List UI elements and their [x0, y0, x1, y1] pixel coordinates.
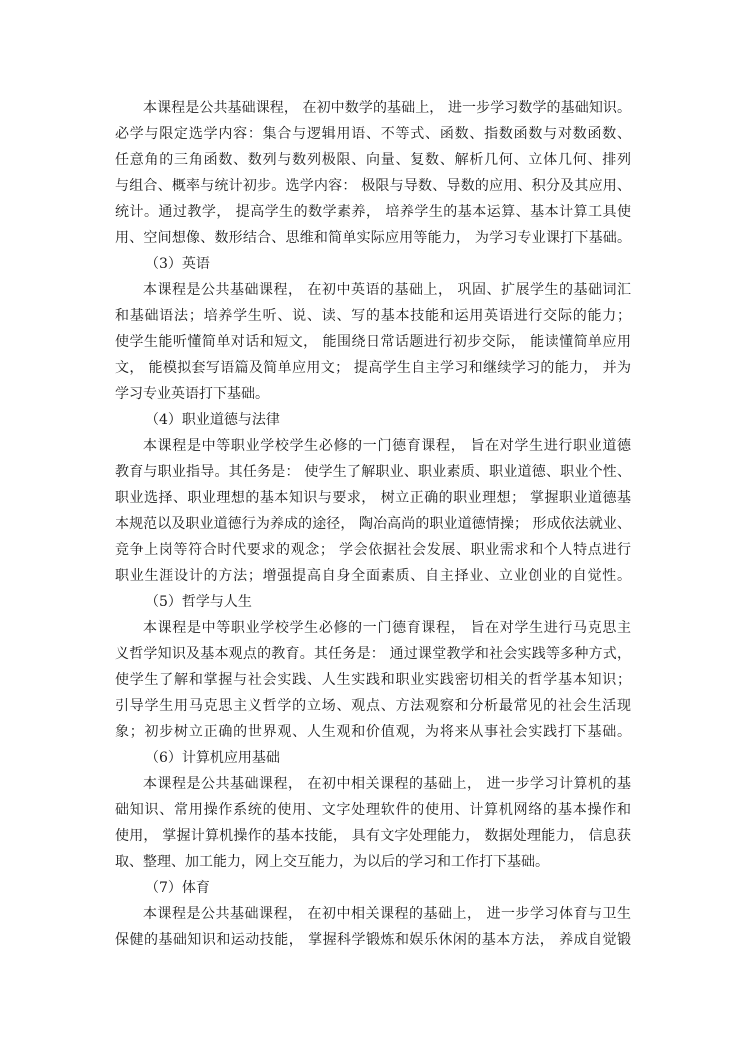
- paragraph-line: 用、空间想像、数形结合、思维和简单实际应用等能力， 为学习专业课打下基础。: [115, 230, 631, 246]
- paragraph-line: 竞争上岗等符合时代要求的观念； 学会依据社会发展、职业需求和个人特点进行: [115, 542, 631, 558]
- section-ethics-law: [115, 407, 631, 589]
- section-math: [115, 95, 631, 251]
- paragraph-line: 本课程是公共基础课程， 在初中相关课程的基础上， 进一步学习计算机的基: [143, 776, 631, 792]
- paragraph-line: 引导学生用马克思主义哲学的立场、观点、方法观察和分析最常见的社会生活现: [115, 698, 631, 714]
- paragraph-line: 本课程是中等职业学校学生必修的一门德育课程， 旨在对学生进行职业道德: [143, 438, 631, 454]
- paragraph-line: 本课程是中等职业学校学生必修的一门德育课程， 旨在对学生进行马克思主: [143, 620, 631, 636]
- section-philosophy: [115, 589, 631, 745]
- section-english: [115, 251, 631, 407]
- paragraph-line: 职业选择、职业理想的基本知识与要求， 树立正确的职业理想； 掌握职业道德基: [115, 490, 631, 506]
- section-heading: （6）计算机应用基础: [145, 750, 280, 766]
- paragraph-line: 必学与限定选学内容：集合与逻辑用语、不等式、函数、指数函数与对数函数、: [115, 126, 631, 142]
- paragraph-line: 础知识、常用操作系统的使用、文字处理软件的使用、计算机网络的基本操作和: [115, 802, 631, 818]
- paragraph-line: 本课程是公共基础课程， 在初中英语的基础上， 巩固、扩展学生的基础词汇: [143, 282, 631, 298]
- paragraph-line: 本课程是公共基础课程， 在初中数学的基础上， 进一步学习数学的基础知识。: [143, 100, 631, 116]
- paragraph-line: 义哲学知识及基本观点的教育。其任务是： 通过课堂教学和社会实践等多种方式，: [115, 646, 631, 662]
- paragraph-line: 象；初步树立正确的世界观、人生观和价值观，为将来从事社会实践打下基础。: [115, 724, 631, 740]
- paragraph-line: 与组合、概率与统计初步。选学内容： 极限与导数、导数的应用、积分及其应用、: [115, 178, 631, 194]
- document-page: [115, 95, 631, 953]
- section-heading: （5）哲学与人生: [145, 594, 252, 610]
- paragraph-line: 取、整理、加工能力，网上交互能力，为以后的学习和工作打下基础。: [115, 854, 549, 870]
- section-computer: [115, 745, 631, 875]
- paragraph-line: 本课程是公共基础课程， 在初中相关课程的基础上， 进一步学习体育与卫生: [143, 906, 631, 922]
- paragraph-line: 本规范以及职业道德行为养成的途径， 陶冶高尚的职业道德情操； 形成依法就业、: [115, 516, 631, 532]
- paragraph-line: 使学生了解和掌握与社会实践、人生实践和职业实践密切相关的哲学基本知识；: [115, 672, 631, 688]
- paragraph-line: 保健的基础知识和运动技能， 掌握科学锻炼和娱乐休闲的基本方法， 养成自觉锻: [115, 932, 631, 948]
- section-heading: （3）英语: [145, 256, 210, 272]
- paragraph-line: 教育与职业指导。其任务是： 使学生了解职业、职业素质、职业道德、职业个性、: [115, 464, 631, 480]
- paragraph-line: 统计。通过教学， 提高学生的数学素养， 培养学生的基本运算、基本计算工具使: [115, 204, 631, 220]
- paragraph-line: 使学生能听懂简单对话和短文， 能围绕日常话题进行初步交际， 能读懂简单应用: [115, 334, 631, 350]
- paragraph-line: 职业生涯设计的方法；增强提高自身全面素质、自主择业、立业创业的自觉性。: [115, 568, 631, 584]
- paragraph-line: 和基础语法；培养学生听、说、读、写的基本技能和运用英语进行交际的能力；: [115, 308, 631, 324]
- section-heading: （7）体育: [145, 880, 210, 896]
- paragraph-line: 使用， 掌握计算机操作的基本技能， 具有文字处理能力， 数据处理能力， 信息获: [115, 828, 631, 844]
- paragraph-line: 任意角的三角函数、数列与数列极限、向量、复数、解析几何、立体几何、排列: [115, 152, 631, 168]
- paragraph-line: 文， 能模拟套写语篇及简单应用文； 提高学生自主学习和继续学习的能力， 并为: [115, 360, 631, 376]
- section-pe: [115, 875, 631, 953]
- section-heading: （4）职业道德与法律: [145, 412, 280, 428]
- paragraph-line: 学习专业英语打下基础。: [115, 386, 269, 402]
